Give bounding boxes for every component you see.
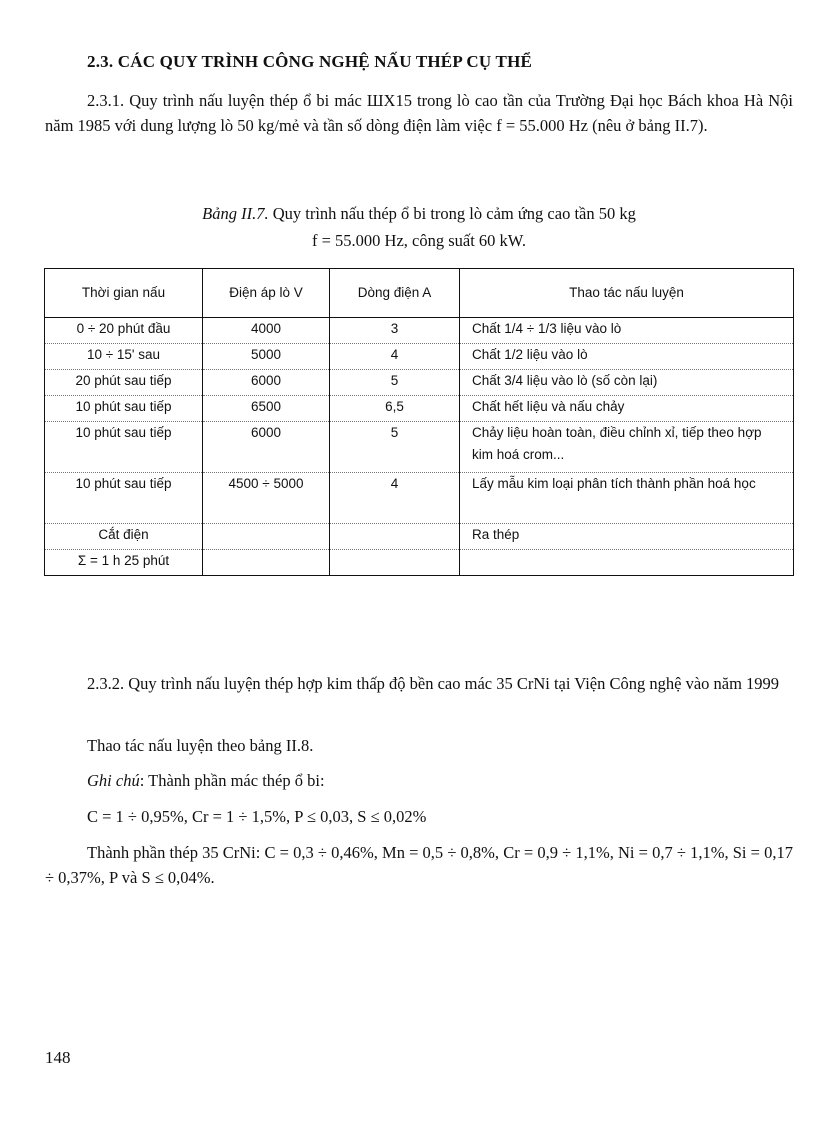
cell-current — [330, 524, 460, 550]
header-operation: Thao tác nấu luyện — [460, 269, 794, 318]
caption-line-1-text: Quy trình nấu thép ổ bi trong lò cảm ứng cao tần 50 kg — [268, 204, 636, 223]
page-number: 148 — [45, 1048, 71, 1067]
table-row-total — [45, 550, 794, 576]
header-voltage: Điện áp lò V — [203, 269, 330, 318]
process-table — [44, 268, 794, 576]
cell-voltage: 4500 ÷ 5000 — [203, 473, 330, 524]
cell-current — [330, 550, 460, 576]
cell-current: 3 — [330, 318, 460, 344]
note-line — [45, 768, 793, 793]
cell-operation: Chất 1/2 liệu vào lò — [460, 344, 794, 370]
cell-current: 5 — [330, 422, 460, 473]
header-current: Dòng điện A — [330, 269, 460, 318]
note-label: Ghi chú — [87, 771, 140, 790]
cell-total-time: Σ = 1 h 25 phút — [45, 550, 203, 576]
cell-voltage: 6500 — [203, 396, 330, 422]
table-row — [45, 422, 794, 473]
paragraph-2-3-1-text: 2.3.1. Quy trình nấu luyện thép ổ bi mác ШX15 trong lò cao tần của Trường Đại học Bách khoa Hà Nội năm 1985 với dung lượng lò 50 kg/mẻ và tần số dòng điện làm việc f = 55.000 Hz (nêu ở bảng II.7). — [45, 91, 793, 135]
ops-line-text: Thao tác nấu luyện theo bảng II.8. — [87, 736, 314, 755]
table-row — [45, 370, 794, 396]
table-caption — [45, 200, 793, 254]
paragraph-2-3-1 — [45, 88, 793, 138]
paragraph-2-3-2-text: 2.3.2. Quy trình nấu luyện thép hợp kim thấp độ bền cao mác 35 CrNi tại Viện Công nghệ vào năm 1999 — [87, 674, 780, 693]
cell-time: 10 ÷ 15' sau — [45, 344, 203, 370]
crni-composition-text: Thành phần thép 35 CrNi: C = 0,3 ÷ 0,46%, Mn = 0,5 ÷ 0,8%, Cr = 0,9 ÷ 1,1%, Ni = 0,7 ÷ 1,1%, Si = 0,17 ÷ 0,37%, P và S ≤ 0,04%. — [45, 843, 793, 887]
cell-operation — [460, 550, 794, 576]
cell-operation: Chất 1/4 ÷ 1/3 liệu vào lò — [460, 318, 794, 344]
caption-label: Bảng II.7. — [202, 204, 269, 223]
caption-line-1 — [45, 200, 793, 227]
cell-voltage — [203, 550, 330, 576]
cell-operation: Chất hết liệu và nấu chảy — [460, 396, 794, 422]
table-row — [45, 344, 794, 370]
cell-voltage: 4000 — [203, 318, 330, 344]
cell-current: 5 — [330, 370, 460, 396]
cell-operation: Lấy mẫu kim loại phân tích thành phần hoá học — [460, 473, 794, 524]
section-heading: 2.3. CÁC QUY TRÌNH CÔNG NGHỆ NẤU THÉP CỤ THỂ — [87, 52, 533, 71]
table-row — [45, 473, 794, 524]
cell-voltage — [203, 524, 330, 550]
cell-time: 10 phút sau tiếp — [45, 473, 203, 524]
cell-time: 20 phút sau tiếp — [45, 370, 203, 396]
crni-composition — [45, 840, 793, 890]
table-row — [45, 396, 794, 422]
bearing-composition — [45, 804, 793, 829]
cell-operation: Ra thép — [460, 524, 794, 550]
table-row — [45, 524, 794, 550]
cell-time: 0 ÷ 20 phút đầu — [45, 318, 203, 344]
cell-voltage: 6000 — [203, 422, 330, 473]
cell-operation: Chất 3/4 liệu vào lò (số còn lại) — [460, 370, 794, 396]
cell-operation: Chảy liệu hoàn toàn, điều chỉnh xỉ, tiếp theo hợp kim hoá crom... — [460, 422, 794, 473]
table-row — [45, 318, 794, 344]
cell-current: 4 — [330, 344, 460, 370]
caption-line-2: f = 55.000 Hz, công suất 60 kW. — [311, 231, 526, 250]
ops-line — [45, 733, 793, 758]
cell-voltage: 6000 — [203, 370, 330, 396]
note-text: : Thành phần mác thép ổ bi: — [139, 771, 325, 790]
cell-current: 6,5 — [330, 396, 460, 422]
table-header-row — [45, 269, 794, 318]
cell-time: 10 phút sau tiếp — [45, 422, 203, 473]
bearing-composition-text: C = 1 ÷ 0,95%, Cr = 1 ÷ 1,5%, P ≤ 0,03, S ≤ 0,02% — [87, 807, 427, 826]
cell-voltage: 5000 — [203, 344, 330, 370]
cell-current: 4 — [330, 473, 460, 524]
cell-time: 10 phút sau tiếp — [45, 396, 203, 422]
header-time: Thời gian nấu — [45, 269, 203, 318]
cell-time: Cắt điện — [45, 524, 203, 550]
paragraph-2-3-2 — [45, 671, 793, 696]
